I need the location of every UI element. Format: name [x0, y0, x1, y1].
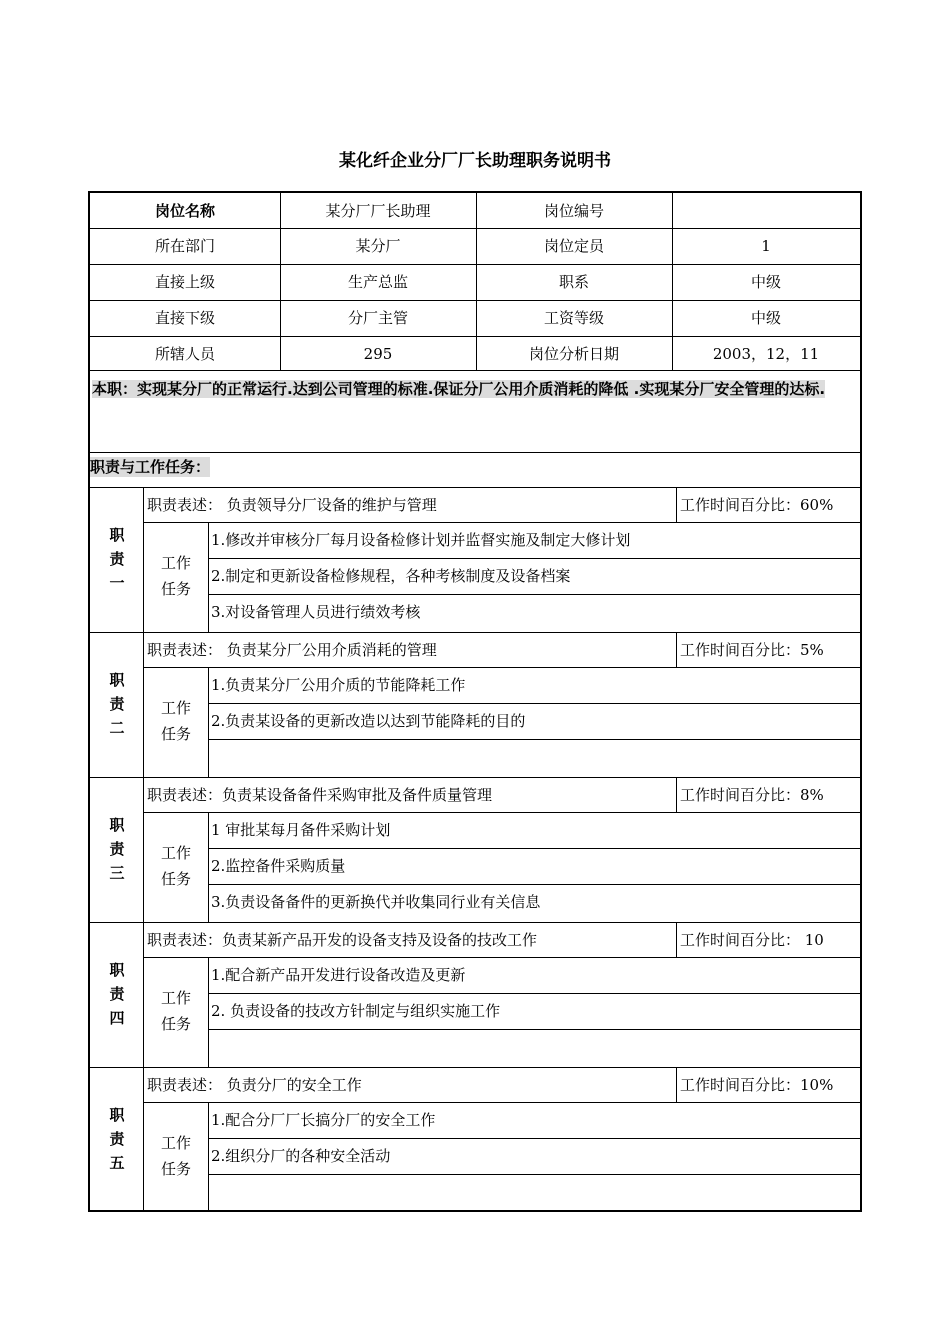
document-title: 某化纤企业分厂厂长助理职务说明书 [339, 151, 611, 171]
info-value-4-1: 295 [363, 345, 393, 363]
task-item: 1.修改并审核分厂每月设备检修计划并监督实施及制定大修计划 [211, 531, 631, 549]
section-header: 职责与工作任务： [90, 458, 211, 476]
table-rule [90, 300, 860, 301]
duty-description: 职责表述： 负责分厂的安全工作 [147, 1076, 362, 1094]
task-item: 1 审批某每月备件采购计划 [211, 821, 391, 839]
task-item: 3.对设备管理人员进行绩效考核 [211, 603, 421, 621]
task-item: 2.制定和更新设备检修规程，各种考核制度及设备档案 [211, 567, 571, 585]
duty-label: 职 责 五 [109, 1106, 125, 1172]
table-rule [90, 777, 860, 778]
table-rule [208, 1102, 209, 1212]
table-rule [208, 884, 860, 885]
info-value-2-1: 生产总监 [347, 273, 408, 291]
job-description-table [88, 191, 862, 1212]
work-task-label: 工作 任务 [160, 1134, 191, 1178]
work-task-label: 工作 任务 [160, 989, 191, 1033]
table-rule [208, 522, 209, 632]
duty-description: 职责表述：负责某新产品开发的设备支持及设备的技改工作 [147, 931, 538, 949]
task-item: 2. 负责设备的技改方针制定与组织实施工作 [211, 1002, 501, 1020]
table-rule [208, 1138, 860, 1139]
info-label-1-2: 岗位定员 [543, 237, 604, 255]
info-label-2-2: 职系 [558, 273, 589, 291]
table-rule [90, 264, 860, 265]
table-rule [90, 487, 860, 488]
duty-time-percentage: 工作时间百分比：10% [680, 1076, 834, 1094]
table-rule [90, 228, 860, 229]
table-rule [676, 777, 677, 812]
task-item: 1.配合新产品开发进行设备改造及更新 [211, 966, 466, 984]
work-task-label: 工作 任务 [160, 554, 191, 598]
table-rule [90, 922, 860, 923]
table-rule [208, 739, 860, 740]
info-value-2-3: 中级 [750, 273, 781, 291]
table-rule [143, 522, 860, 523]
info-label-2-0: 直接上级 [154, 273, 215, 291]
table-rule [208, 703, 860, 704]
table-rule [208, 1174, 860, 1175]
info-value-1-3: 1 [761, 237, 771, 255]
work-task-label: 工作 任务 [160, 844, 191, 888]
duty-label: 职 责 四 [109, 961, 125, 1027]
table-rule [90, 336, 860, 337]
duty-label: 职 责 二 [109, 671, 125, 737]
table-rule [208, 848, 860, 849]
table-rule [90, 1067, 860, 1068]
job-summary: 本职：实现某分厂的正常运行.达到公司管理的标准.保证分厂公用介质消耗的降低 .实现某分厂安全管理的达标. [92, 380, 826, 398]
info-value-1-1: 某分厂 [355, 237, 401, 255]
duty-time-percentage: 工作时间百分比：8% [680, 786, 824, 804]
duty-label: 职 责 一 [109, 526, 125, 592]
table-rule [143, 812, 860, 813]
table-rule [143, 957, 860, 958]
info-label-3-0: 直接下级 [154, 309, 215, 327]
info-label-3-2: 工资等级 [543, 309, 604, 327]
table-rule [90, 370, 860, 371]
work-task-label: 工作 任务 [160, 699, 191, 743]
table-rule [143, 1102, 860, 1103]
task-item: 1.配合分厂厂长搞分厂的安全工作 [211, 1111, 436, 1129]
info-value-3-1: 分厂主管 [347, 309, 408, 327]
table-rule [208, 558, 860, 559]
info-label-4-2: 岗位分析日期 [528, 345, 619, 363]
table-rule [208, 667, 209, 777]
table-rule [676, 922, 677, 957]
info-label-0-0: 岗位名称 [154, 202, 215, 220]
duty-description: 职责表述： 负责某分厂公用介质消耗的管理 [147, 641, 437, 659]
table-rule [676, 632, 677, 667]
table-rule [208, 594, 860, 595]
info-label-1-0: 所在部门 [154, 237, 215, 255]
duty-time-percentage: 工作时间百分比：60% [680, 496, 834, 514]
table-rule [208, 993, 860, 994]
info-label-0-2: 岗位编号 [543, 202, 604, 220]
info-value-0-1: 某分厂厂长助理 [325, 202, 431, 220]
table-rule [208, 957, 209, 1067]
table-rule [208, 1029, 860, 1030]
duty-description: 职责表述： 负责领导分厂设备的维护与管理 [147, 496, 437, 514]
table-rule [676, 487, 677, 522]
task-item: 2.监控备件采购质量 [211, 857, 346, 875]
table-rule [676, 1067, 677, 1102]
table-rule [90, 452, 860, 453]
task-item: 2.组织分厂的各种安全活动 [211, 1147, 391, 1165]
task-item: 1.负责某分厂公用介质的节能降耗工作 [211, 676, 466, 694]
info-value-3-3: 中级 [750, 309, 781, 327]
duty-time-percentage: 工作时间百分比：5% [680, 641, 824, 659]
duty-time-percentage: 工作时间百分比： 10 [680, 931, 824, 949]
table-rule [90, 632, 860, 633]
task-item: 2.负责某设备的更新改造以达到节能降耗的目的 [211, 712, 526, 730]
duty-label: 职 责 三 [109, 816, 125, 882]
table-rule [143, 667, 860, 668]
task-item: 3.负责设备备件的更新换代并收集同行业有关信息 [211, 893, 541, 911]
info-value-4-3: 2003，12，11 [712, 345, 820, 363]
table-rule [208, 812, 209, 922]
info-label-4-0: 所辖人员 [154, 345, 215, 363]
duty-description: 职责表述：负责某设备备件采购审批及备件质量管理 [147, 786, 493, 804]
